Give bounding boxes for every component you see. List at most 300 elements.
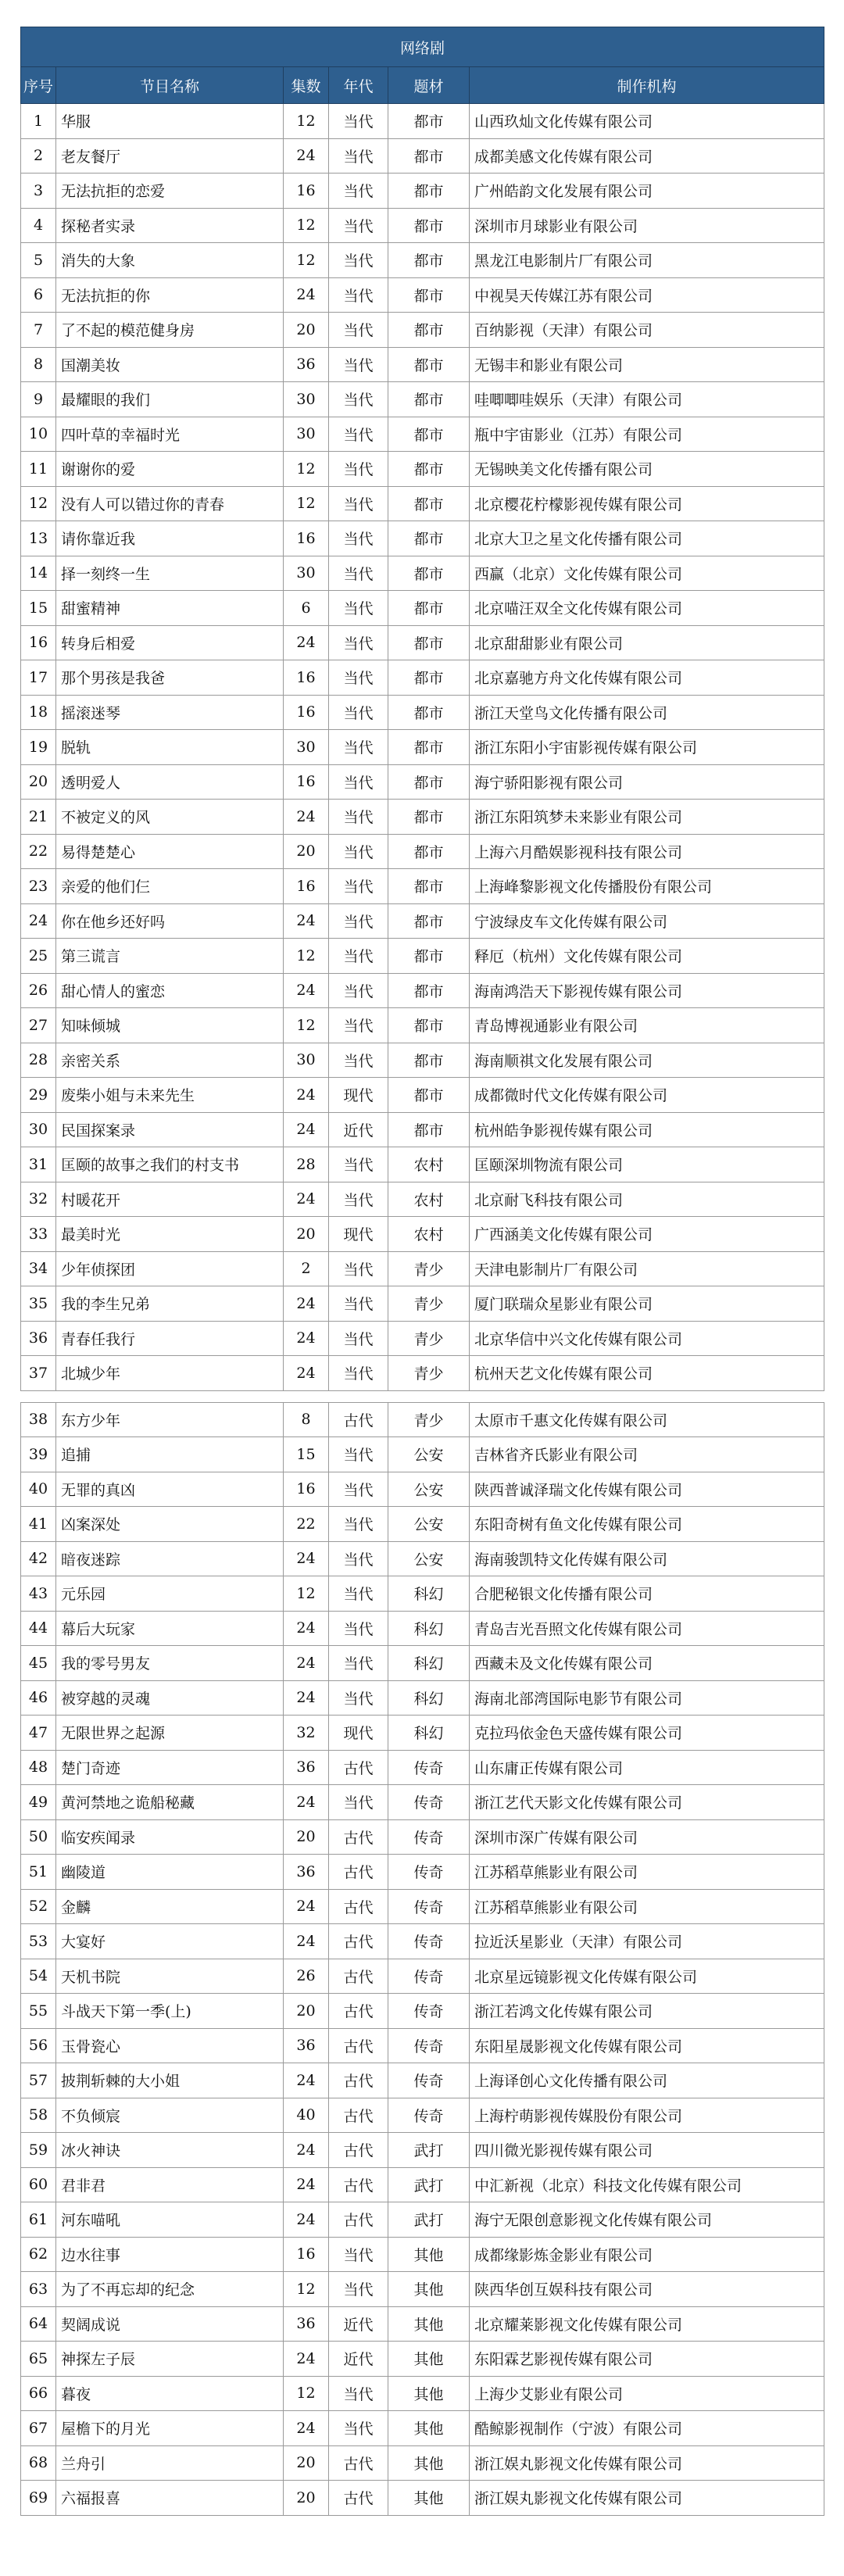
table-row [21, 208, 824, 243]
table-row [21, 834, 824, 869]
table-row [21, 1680, 824, 1716]
table-row [21, 1472, 824, 1507]
row-theme: 传奇 [388, 1819, 470, 1855]
row-era: 古代 [329, 2063, 388, 2098]
row-producer: 北京樱花柠檬影视传媒有限公司 [470, 486, 824, 521]
row-producer: 中汇新视（北京）科技文化传媒有限公司 [470, 2167, 824, 2202]
row-producer: 深圳市月球影业有限公司 [470, 208, 824, 243]
row-program-name: 不被定义的风 [56, 800, 284, 835]
table-row [21, 1716, 824, 1751]
row-theme: 都市 [388, 903, 470, 939]
row-producer: 青岛吉光吾照文化传媒有限公司 [470, 1611, 824, 1646]
table-row [21, 1402, 824, 1437]
row-producer: 广西涵美文化传媒有限公司 [470, 1217, 824, 1252]
row-index: 2 [21, 138, 56, 174]
row-producer: 上海峰黎影视文化传播股份有限公司 [470, 869, 824, 904]
row-era: 当代 [329, 1576, 388, 1612]
row-program-name: 冰火神诀 [56, 2133, 284, 2168]
row-era: 当代 [329, 939, 388, 974]
row-producer: 厦门联瑞众星影业有限公司 [470, 1286, 824, 1322]
row-episodes: 24 [284, 1182, 329, 1217]
row-index: 1 [21, 104, 56, 139]
row-era: 近代 [329, 2342, 388, 2377]
row-index: 56 [21, 2028, 56, 2063]
row-producer: 中视昊天传媒江苏有限公司 [470, 277, 824, 313]
row-era: 当代 [329, 1507, 388, 1542]
row-producer: 浙江东阳小宇宙影视传媒有限公司 [470, 730, 824, 765]
row-theme: 都市 [388, 277, 470, 313]
row-episodes: 16 [284, 764, 329, 800]
row-era: 古代 [329, 1402, 388, 1437]
table-row [21, 625, 824, 660]
row-producer: 海南鸿浩天下影视传媒有限公司 [470, 973, 824, 1008]
row-producer: 黑龙江电影制片厂有限公司 [470, 243, 824, 278]
row-era: 当代 [329, 521, 388, 556]
row-program-name: 我的李生兄弟 [56, 1286, 284, 1322]
table-row [21, 1889, 824, 1924]
row-index: 46 [21, 1680, 56, 1716]
row-theme: 科幻 [388, 1646, 470, 1681]
row-producer: 陕西普诚泽瑞文化传媒有限公司 [470, 1472, 824, 1507]
row-theme: 都市 [388, 452, 470, 487]
row-era: 古代 [329, 2167, 388, 2202]
row-program-name: 谢谢你的爱 [56, 452, 284, 487]
row-index: 52 [21, 1889, 56, 1924]
row-episodes: 2 [284, 1251, 329, 1286]
row-program-name: 青春任我行 [56, 1321, 284, 1356]
row-index: 48 [21, 1750, 56, 1785]
row-era: 当代 [329, 104, 388, 139]
table-row [21, 2237, 824, 2272]
row-episodes: 20 [284, 834, 329, 869]
table-row [21, 973, 824, 1008]
row-program-name: 了不起的模范健身房 [56, 313, 284, 348]
row-theme: 都市 [388, 1008, 470, 1043]
row-index: 43 [21, 1576, 56, 1612]
table-row [21, 2272, 824, 2307]
row-index: 65 [21, 2342, 56, 2377]
row-program-name: 没有人可以错过你的青春 [56, 486, 284, 521]
row-theme: 科幻 [388, 1716, 470, 1751]
table-row [21, 1008, 824, 1043]
row-era: 当代 [329, 452, 388, 487]
row-theme: 其他 [388, 2272, 470, 2307]
row-index: 12 [21, 486, 56, 521]
row-era: 当代 [329, 243, 388, 278]
row-era: 当代 [329, 417, 388, 452]
row-index: 64 [21, 2306, 56, 2342]
row-program-name: 四叶草的幸福时光 [56, 417, 284, 452]
row-index: 34 [21, 1251, 56, 1286]
row-era: 当代 [329, 660, 388, 696]
row-producer: 江苏稻草熊影业有限公司 [470, 1889, 824, 1924]
row-program-name: 择一刻终一生 [56, 556, 284, 591]
row-era: 当代 [329, 347, 388, 382]
table-row [21, 1959, 824, 1994]
row-era: 当代 [329, 834, 388, 869]
row-theme: 青少 [388, 1286, 470, 1322]
row-index: 60 [21, 2167, 56, 2202]
row-producer: 北京华信中兴文化传媒有限公司 [470, 1321, 824, 1356]
row-producer: 海宁无限创意影视文化传媒有限公司 [470, 2202, 824, 2238]
row-program-name: 废柴小姐与未来先生 [56, 1078, 284, 1113]
row-index: 24 [21, 903, 56, 939]
row-index: 59 [21, 2133, 56, 2168]
row-program-name: 暗夜迷踪 [56, 1541, 284, 1576]
row-theme: 传奇 [388, 1750, 470, 1785]
table-row [21, 695, 824, 730]
row-producer: 北京甜甜影业有限公司 [470, 625, 824, 660]
table-row [21, 1286, 824, 1322]
row-producer: 东阳星晟影视文化传媒有限公司 [470, 2028, 824, 2063]
table-row [21, 2376, 824, 2411]
row-producer: 四川微光影视传媒有限公司 [470, 2133, 824, 2168]
row-index: 35 [21, 1286, 56, 1322]
row-era: 当代 [329, 1147, 388, 1182]
row-program-name: 幕后大玩家 [56, 1611, 284, 1646]
row-era: 古代 [329, 1924, 388, 1959]
row-program-name: 暮夜 [56, 2376, 284, 2411]
row-episodes: 22 [284, 1507, 329, 1542]
row-era: 当代 [329, 903, 388, 939]
row-program-name: 消失的大象 [56, 243, 284, 278]
header-theme: 题材 [388, 67, 470, 104]
row-era: 近代 [329, 1112, 388, 1147]
row-producer: 释厄（杭州）文化传媒有限公司 [470, 939, 824, 974]
row-producer: 太原市千惠文化传媒有限公司 [470, 1402, 824, 1437]
row-index: 3 [21, 174, 56, 209]
row-theme: 传奇 [388, 1785, 470, 1820]
row-producer: 东阳霖艺影视传媒有限公司 [470, 2342, 824, 2377]
row-episodes: 20 [284, 1217, 329, 1252]
header-producer: 制作机构 [470, 67, 824, 104]
row-index: 7 [21, 313, 56, 348]
row-theme: 农村 [388, 1217, 470, 1252]
row-theme: 其他 [388, 2445, 470, 2481]
row-index: 53 [21, 1924, 56, 1959]
row-episodes: 24 [284, 1078, 329, 1113]
row-index: 49 [21, 1785, 56, 1820]
row-era: 当代 [329, 2376, 388, 2411]
row-episodes: 16 [284, 869, 329, 904]
table-row [21, 1576, 824, 1612]
row-theme: 科幻 [388, 1576, 470, 1612]
row-episodes: 16 [284, 2237, 329, 2272]
table-row [21, 869, 824, 904]
row-program-name: 不负倾宸 [56, 2098, 284, 2133]
page-break-cell [21, 1390, 824, 1402]
row-program-name: 你在他乡还好吗 [56, 903, 284, 939]
row-producer: 匡颐深圳物流有限公司 [470, 1147, 824, 1182]
row-episodes: 20 [284, 313, 329, 348]
row-program-name: 天机书院 [56, 1959, 284, 1994]
row-index: 11 [21, 452, 56, 487]
row-program-name: 无法抗拒的恋爱 [56, 174, 284, 209]
row-producer: 克拉玛依金色天盛传媒有限公司 [470, 1716, 824, 1751]
row-episodes: 36 [284, 2306, 329, 2342]
table-row [21, 903, 824, 939]
row-era: 古代 [329, 2028, 388, 2063]
row-producer: 海南北部湾国际电影节有限公司 [470, 1680, 824, 1716]
table-row [21, 1251, 824, 1286]
row-theme: 其他 [388, 2411, 470, 2446]
row-program-name: 楚门奇迹 [56, 1750, 284, 1785]
table-row [21, 1356, 824, 1391]
table-row [21, 138, 824, 174]
table-row [21, 2098, 824, 2133]
row-theme: 青少 [388, 1251, 470, 1286]
row-episodes: 20 [284, 2481, 329, 2516]
row-index: 20 [21, 764, 56, 800]
row-index: 17 [21, 660, 56, 696]
row-episodes: 20 [284, 1819, 329, 1855]
row-theme: 都市 [388, 313, 470, 348]
row-program-name: 脱轨 [56, 730, 284, 765]
table-row [21, 382, 824, 417]
row-era: 当代 [329, 1286, 388, 1322]
row-index: 51 [21, 1855, 56, 1890]
row-producer: 天津电影制片厂有限公司 [470, 1251, 824, 1286]
row-index: 66 [21, 2376, 56, 2411]
row-era: 古代 [329, 1994, 388, 2029]
row-program-name: 最耀眼的我们 [56, 382, 284, 417]
table-row [21, 1750, 824, 1785]
row-index: 36 [21, 1321, 56, 1356]
table-row [21, 1855, 824, 1890]
row-program-name: 第三谎言 [56, 939, 284, 974]
row-index: 32 [21, 1182, 56, 1217]
row-producer: 成都缘影炼金影业有限公司 [470, 2237, 824, 2272]
row-era: 当代 [329, 695, 388, 730]
table-row [21, 313, 824, 348]
row-episodes: 24 [284, 1321, 329, 1356]
row-theme: 都市 [388, 1043, 470, 1078]
row-episodes: 24 [284, 800, 329, 835]
row-theme: 都市 [388, 695, 470, 730]
row-program-name: 摇滚迷琴 [56, 695, 284, 730]
row-era: 近代 [329, 2306, 388, 2342]
row-program-name: 国潮美妆 [56, 347, 284, 382]
row-theme: 都市 [388, 591, 470, 626]
row-theme: 青少 [388, 1402, 470, 1437]
row-episodes: 12 [284, 104, 329, 139]
row-program-name: 转身后相爱 [56, 625, 284, 660]
table-row [21, 417, 824, 452]
row-producer: 吉林省齐氏影业有限公司 [470, 1437, 824, 1472]
row-era: 古代 [329, 1855, 388, 1890]
row-episodes: 36 [284, 1750, 329, 1785]
row-theme: 其他 [388, 2481, 470, 2516]
row-index: 50 [21, 1819, 56, 1855]
row-era: 古代 [329, 1819, 388, 1855]
row-program-name: 边水往事 [56, 2237, 284, 2272]
row-index: 30 [21, 1112, 56, 1147]
row-program-name: 东方少年 [56, 1402, 284, 1437]
table-row [21, 174, 824, 209]
table-row [21, 2133, 824, 2168]
row-program-name: 我的零号男友 [56, 1646, 284, 1681]
row-episodes: 24 [284, 2342, 329, 2377]
row-theme: 传奇 [388, 1855, 470, 1890]
row-index: 40 [21, 1472, 56, 1507]
table-row [21, 521, 824, 556]
row-era: 当代 [329, 591, 388, 626]
row-episodes: 24 [284, 1924, 329, 1959]
row-era: 当代 [329, 208, 388, 243]
table-row [21, 347, 824, 382]
row-producer: 北京星远镜影视文化传媒有限公司 [470, 1959, 824, 1994]
row-episodes: 8 [284, 1402, 329, 1437]
row-episodes: 24 [284, 1541, 329, 1576]
table-row [21, 730, 824, 765]
row-era: 当代 [329, 174, 388, 209]
row-producer: 浙江若鸿文化传媒有限公司 [470, 1994, 824, 2029]
row-index: 26 [21, 973, 56, 1008]
row-program-name: 少年侦探团 [56, 1251, 284, 1286]
row-theme: 都市 [388, 138, 470, 174]
row-theme: 都市 [388, 800, 470, 835]
program-table [20, 27, 824, 2516]
row-theme: 都市 [388, 1078, 470, 1113]
row-producer: 山西玖灿文化传媒有限公司 [470, 104, 824, 139]
row-episodes: 16 [284, 174, 329, 209]
row-producer: 酷鲸影视制作（宁波）有限公司 [470, 2411, 824, 2446]
row-episodes: 24 [284, 1356, 329, 1391]
row-program-name: 最美时光 [56, 1217, 284, 1252]
row-theme: 青少 [388, 1321, 470, 1356]
row-episodes: 12 [284, 208, 329, 243]
row-era: 当代 [329, 382, 388, 417]
row-producer: 无锡映美文化传播有限公司 [470, 452, 824, 487]
table-row [21, 1785, 824, 1820]
row-producer: 上海柠萌影视传媒股份有限公司 [470, 2098, 824, 2133]
row-era: 当代 [329, 1356, 388, 1391]
table-row [21, 591, 824, 626]
row-index: 68 [21, 2445, 56, 2481]
row-producer: 上海少艾影业有限公司 [470, 2376, 824, 2411]
table-body [21, 104, 824, 2516]
row-producer: 宁波绿皮车文化传媒有限公司 [470, 903, 824, 939]
row-program-name: 黄河禁地之诡船秘藏 [56, 1785, 284, 1820]
row-index: 13 [21, 521, 56, 556]
row-program-name: 为了不再忘却的纪念 [56, 2272, 284, 2307]
row-episodes: 12 [284, 2376, 329, 2411]
table-row [21, 452, 824, 487]
row-theme: 都市 [388, 764, 470, 800]
row-program-name: 民国探案录 [56, 1112, 284, 1147]
row-index: 19 [21, 730, 56, 765]
row-episodes: 30 [284, 556, 329, 591]
row-theme: 都市 [388, 347, 470, 382]
row-episodes: 24 [284, 625, 329, 660]
row-theme: 都市 [388, 243, 470, 278]
header-episodes: 集数 [284, 67, 329, 104]
row-episodes: 24 [284, 2133, 329, 2168]
table-row [21, 2342, 824, 2377]
row-producer: 浙江东阳筑梦未来影业有限公司 [470, 800, 824, 835]
row-theme: 农村 [388, 1182, 470, 1217]
row-producer: 瓶中宇宙影业（江苏）有限公司 [470, 417, 824, 452]
row-program-name: 大宴好 [56, 1924, 284, 1959]
row-era: 当代 [329, 1251, 388, 1286]
table-row [21, 1078, 824, 1113]
table-row [21, 1924, 824, 1959]
table-row [21, 660, 824, 696]
row-producer: 百纳影视（天津）有限公司 [470, 313, 824, 348]
row-program-name: 易得楚楚心 [56, 834, 284, 869]
row-theme: 农村 [388, 1147, 470, 1182]
row-theme: 传奇 [388, 2098, 470, 2133]
row-episodes: 24 [284, 138, 329, 174]
row-producer: 上海六月酷娱影视科技有限公司 [470, 834, 824, 869]
row-episodes: 16 [284, 660, 329, 696]
row-index: 28 [21, 1043, 56, 1078]
table-row [21, 2306, 824, 2342]
row-producer: 海南顺祺文化发展有限公司 [470, 1043, 824, 1078]
row-producer: 浙江娱丸影视文化传媒有限公司 [470, 2481, 824, 2516]
header-era: 年代 [329, 67, 388, 104]
row-program-name: 华服 [56, 104, 284, 139]
row-index: 21 [21, 800, 56, 835]
row-era: 当代 [329, 800, 388, 835]
table-row [21, 277, 824, 313]
row-index: 42 [21, 1541, 56, 1576]
row-program-name: 君非君 [56, 2167, 284, 2202]
table-header-row [21, 67, 824, 104]
row-era: 当代 [329, 1321, 388, 1356]
row-program-name: 河东喵吼 [56, 2202, 284, 2238]
row-episodes: 24 [284, 903, 329, 939]
row-producer: 青岛博视通影业有限公司 [470, 1008, 824, 1043]
row-episodes: 20 [284, 2445, 329, 2481]
row-producer: 东阳奇树有鱼文化传媒有限公司 [470, 1507, 824, 1542]
row-producer: 杭州天艺文化传媒有限公司 [470, 1356, 824, 1391]
row-program-name: 六福报喜 [56, 2481, 284, 2516]
row-theme: 都市 [388, 382, 470, 417]
row-era: 当代 [329, 730, 388, 765]
row-theme: 武打 [388, 2202, 470, 2238]
row-era: 当代 [329, 1472, 388, 1507]
row-index: 47 [21, 1716, 56, 1751]
table-title: 网络剧 [21, 27, 824, 67]
row-index: 67 [21, 2411, 56, 2446]
row-episodes: 30 [284, 382, 329, 417]
row-program-name: 披荆斩棘的大小姐 [56, 2063, 284, 2098]
row-episodes: 30 [284, 1043, 329, 1078]
row-era: 当代 [329, 1646, 388, 1681]
row-era: 当代 [329, 1182, 388, 1217]
row-episodes: 36 [284, 2028, 329, 2063]
row-episodes: 32 [284, 1716, 329, 1751]
row-program-name: 无法抗拒的你 [56, 277, 284, 313]
row-index: 8 [21, 347, 56, 382]
row-theme: 传奇 [388, 1959, 470, 1994]
table-row [21, 2167, 824, 2202]
row-index: 14 [21, 556, 56, 591]
table-row [21, 104, 824, 139]
row-theme: 传奇 [388, 1889, 470, 1924]
row-producer: 北京大卫之星文化传播有限公司 [470, 521, 824, 556]
header-index: 序号 [21, 67, 56, 104]
row-era: 古代 [329, 1889, 388, 1924]
row-program-name: 甜蜜精神 [56, 591, 284, 626]
row-producer: 江苏稻草熊影业有限公司 [470, 1855, 824, 1890]
row-theme: 都市 [388, 486, 470, 521]
row-era: 现代 [329, 1217, 388, 1252]
row-era: 当代 [329, 625, 388, 660]
row-episodes: 28 [284, 1147, 329, 1182]
row-episodes: 30 [284, 417, 329, 452]
